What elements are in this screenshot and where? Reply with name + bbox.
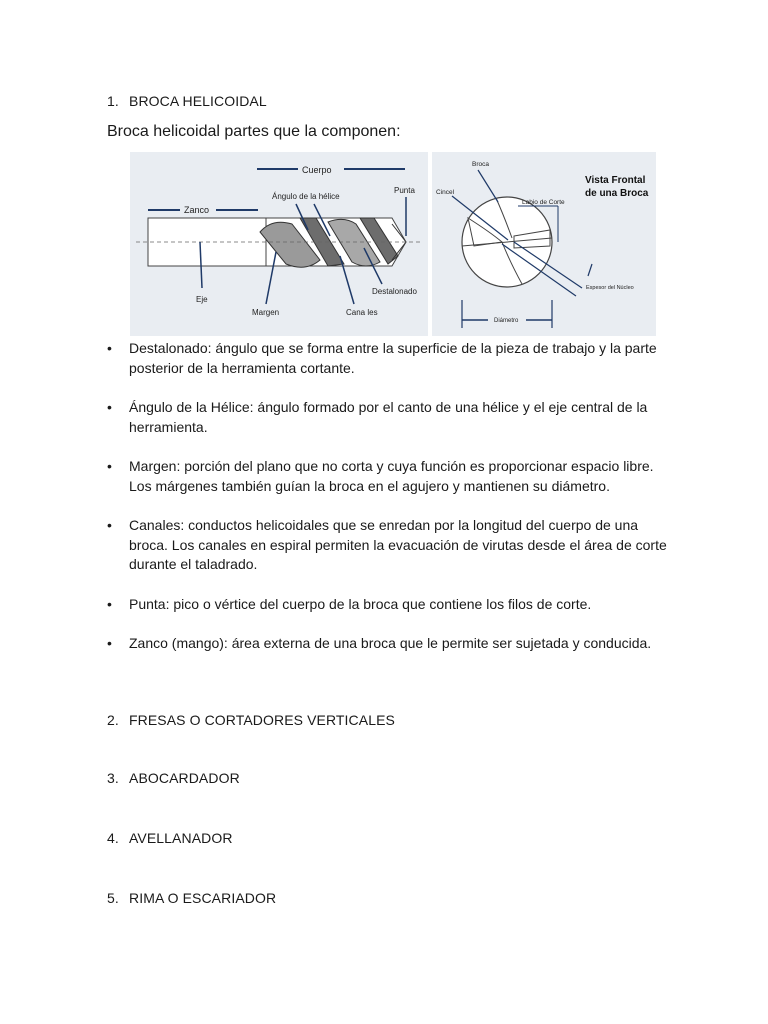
- section-number: 2.: [107, 712, 119, 728]
- label-zanco: Zanco: [184, 205, 210, 215]
- bullet-text: Ángulo de la Hélice: ángulo formado por el canto de una hélice y el eje central de la herramienta.: [129, 399, 648, 435]
- section-title: ABOCARDADOR: [129, 770, 240, 786]
- label-broca: Broca: [472, 161, 489, 168]
- figure-divider: [428, 152, 432, 336]
- drill-diagram: [130, 152, 656, 336]
- bullet-text: Punta: pico o vértice del cuerpo de la broca que contiene los filos de corte.: [129, 595, 592, 612]
- bullet-text: Margen: porción del plano que no corta y cuya función es proporcionar espacio libre. Los márgenes también guían la broca en el agujero y mantienen su diámetro.: [129, 458, 654, 494]
- bullet-text: Zanco (mango): área externa de una broca que le permite ser sujetada y conducida.: [129, 635, 652, 651]
- section-number: 3.: [107, 770, 119, 786]
- section-title: BROCA HELICOIDAL: [129, 93, 267, 109]
- section-title: FRESAS O CORTADORES VERTICALES: [129, 712, 395, 728]
- section-number: 5.: [107, 890, 119, 906]
- label-angulo-helice: Ángulo de la hélice: [272, 192, 340, 201]
- section-number: 4.: [107, 830, 119, 846]
- section-title: AVELLANADOR: [129, 830, 233, 846]
- bullet-text: Destalonado: ángulo que se forma entre la superficie de la pieza de trabajo y la parte posterior de la herramienta cortante.: [129, 340, 657, 376]
- section-number: 1.: [107, 93, 119, 109]
- list-item: • Punta: pico o vértice del cuerpo de la broca que contiene los filos de corte.: [107, 595, 592, 612]
- subtitle: Broca helicoidal partes que la componen:: [107, 123, 401, 140]
- list-item: • Margen: porción del plano que no corta y cuya función es proporcionar espacio libre. Los márgenes también guían la broca en el agujero y mantienen su diámetro.: [107, 458, 654, 494]
- section-heading-1: [107, 93, 267, 109]
- label-espesor-nucleo: Espesor del Núcleo: [586, 285, 634, 291]
- front-title-line1: Vista Frontal: [585, 175, 646, 186]
- label-eje: Eje: [196, 295, 208, 304]
- section-heading-2: [107, 712, 395, 728]
- label-cuerpo: Cuerpo: [302, 165, 332, 175]
- label-destalonado: Destalonado: [372, 287, 417, 296]
- front-title-line2: de una Broca: [585, 188, 649, 199]
- espesor-tick: [588, 264, 592, 276]
- list-item: • Canales: conductos helicoidales que se enredan por la longitud del cuerpo de una broca. Los canales en espiral permiten la evacuación de virutas desde el área de corte durante el taladrado.: [107, 517, 667, 572]
- list-item: • Zanco (mango): área externa de una broca que le permite ser sujetada y conducida.: [107, 635, 652, 651]
- section-title: RIMA O ESCARIADOR: [129, 890, 277, 906]
- section-heading-4: [107, 830, 233, 846]
- parts-list: [107, 339, 667, 654]
- bullet-text: Canales: conductos helicoidales que se enredan por la longitud del cuerpo de una broca. Los canales en espiral permiten la evacuación de virutas desde el área de corte durante el taladrado.: [129, 517, 667, 572]
- section-heading-5: [107, 890, 276, 906]
- label-labio-corte: Labio de Corte: [522, 199, 565, 206]
- label-canales: Cana les: [346, 308, 378, 317]
- list-item: • Ángulo de la Hélice: ángulo formado por el canto de una hélice y el eje central de la herramienta.: [107, 399, 648, 435]
- broca-leader: [478, 170, 498, 202]
- list-item: • Destalonado: ángulo que se forma entre la superficie de la pieza de trabajo y la parte posterior de la herramienta cortante.: [107, 340, 657, 376]
- label-margen: Margen: [252, 308, 280, 317]
- label-cincel: Cincel: [436, 189, 455, 196]
- section-heading-3: [107, 770, 240, 786]
- label-punta: Punta: [394, 186, 415, 195]
- drill-diagram-svg: [130, 152, 656, 336]
- label-diametro: Diámetro: [494, 318, 519, 324]
